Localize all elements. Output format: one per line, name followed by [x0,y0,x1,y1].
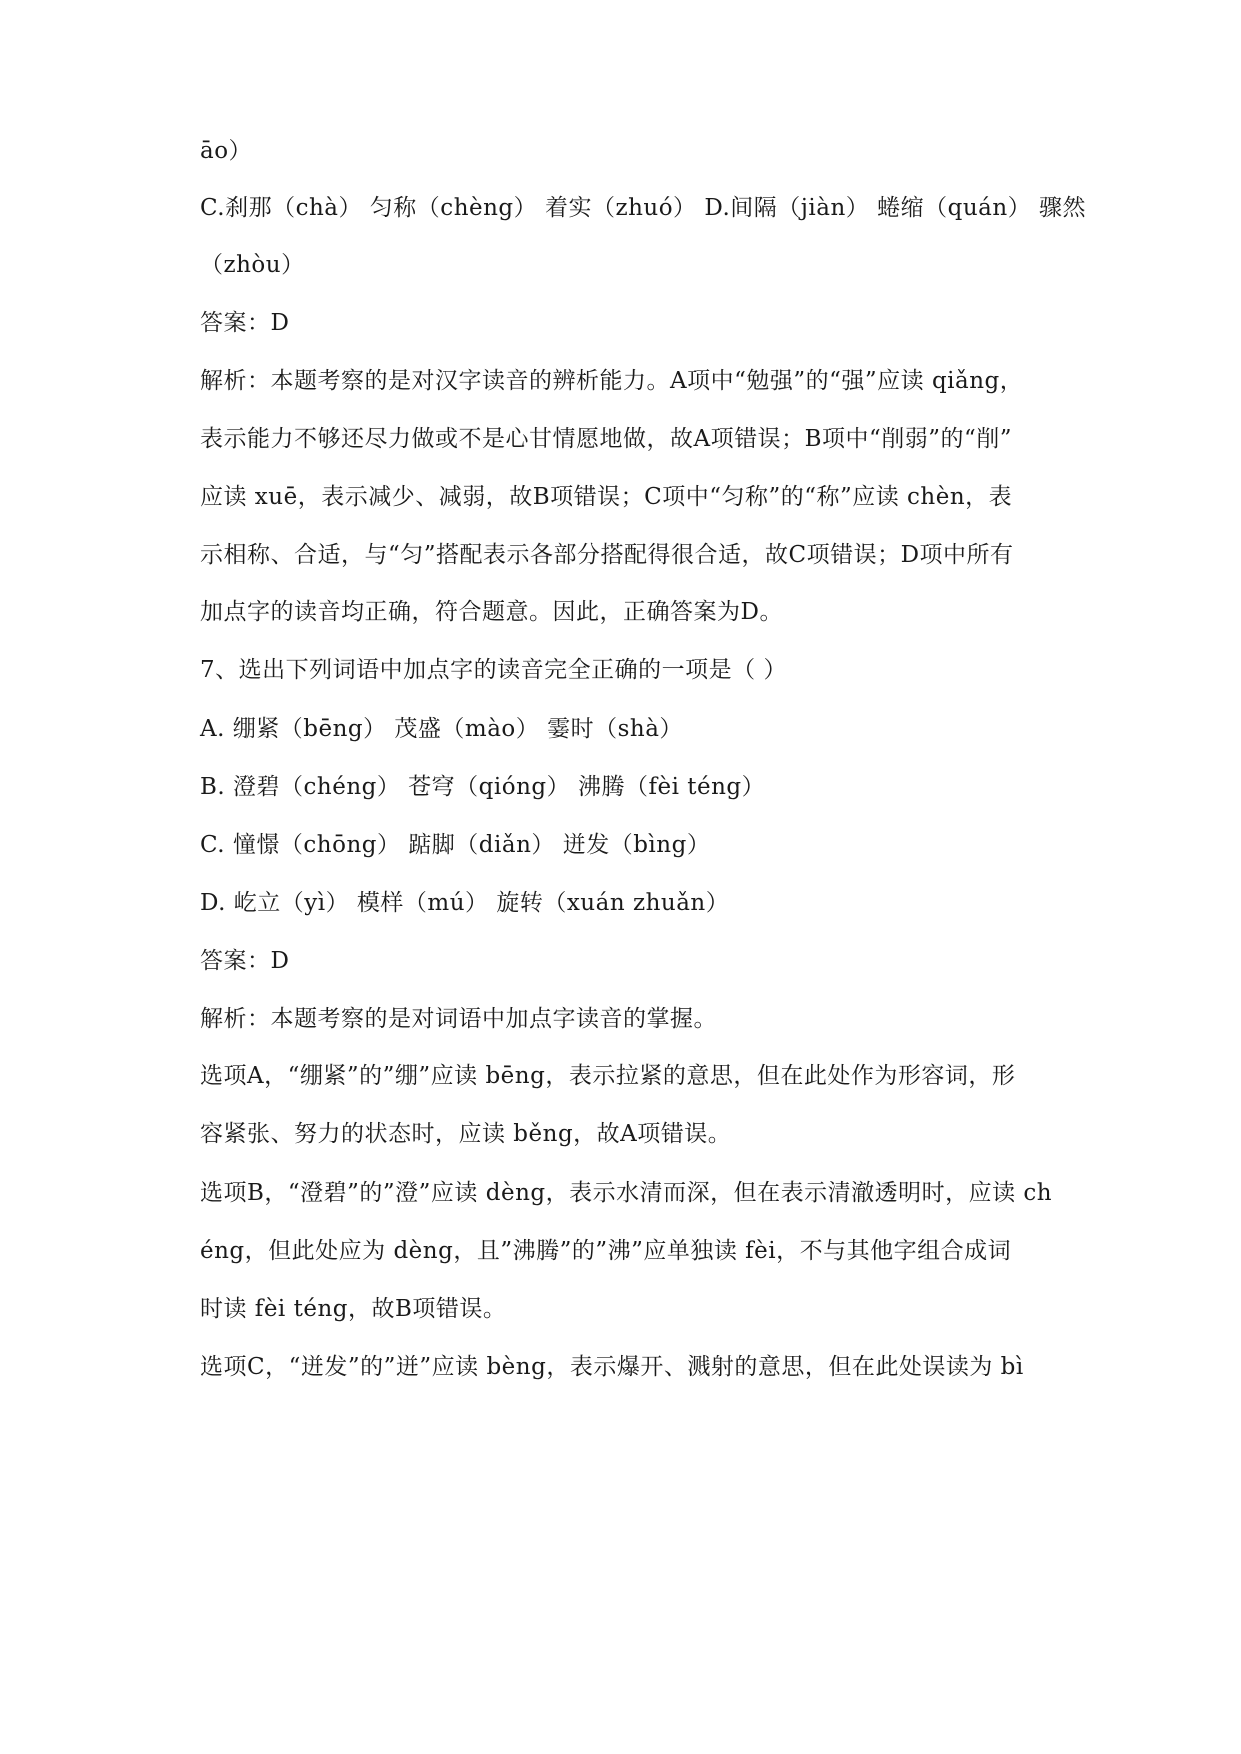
explanation-text: 时读 fèi téng，故B项错误。 [200,1296,507,1322]
explanation-text: 表示能力不够还尽力做或不是心甘情愿地做，故A项错误；B项中“削弱”的“削” [200,426,1013,452]
explanation-text: 选项A，“绷紧”的”绷”应读 bēng，表示拉紧的意思，但在此处作为形容词，形 [200,1063,1016,1089]
option-b: B. 澄碧（chéng） 苍穹（qióng） 沸腾（fèi téng） [200,774,766,800]
text-line: （zhòu） [200,252,305,278]
answer-label: 答案：D [200,948,290,974]
explanation-text: éng，但此处应为 dèng，且”沸腾”的”沸”应单独读 fèi，不与其他字组合成词 [200,1238,1012,1264]
explanation-text: 解析：本题考察的是对汉字读音的辨析能力。A项中“勉强”的“强”应读 qiǎng， [200,368,1024,394]
explanation-text: 示相称、合适，与“匀”搭配表示各部分搭配得很合适，故C项错误；D项中所有 [200,542,1014,568]
option-a: A. 绷紧（bēng） 茂盛（mào） 霎时（shà） [200,716,683,742]
explanation-text: 选项B，“澄碧”的”澄”应读 dèng，表示水清而深，但在表示清澈透明时，应读 ch [200,1180,1053,1206]
explanation-text: 容紧张、努力的状态时，应读 běng，故A项错误。 [200,1121,732,1147]
answer-label: 答案：D [200,310,290,336]
explanation-text: 选项C，“迸发”的”迸”应读 bèng，表示爆开、溅射的意思，但在此处误读为 bì [200,1354,1024,1380]
options-c-d: C.刹那（chà） 匀称（chèng） 着实（zhuó） D.间隔（jiàn） 蜷缩（quán） 骤然 [200,195,1086,221]
option-c: C. 憧憬（chōng） 踮脚（diǎn） 迸发（bìng） [200,832,711,858]
question-7: 7、选出下列词语中加点字的读音完全正确的一项是（ ） [200,657,787,683]
explanation-text: 加点字的读音均正确，符合题意。因此，正确答案为D。 [200,599,783,625]
explanation-text: 解析：本题考察的是对词语中加点字读音的掌握。 [200,1006,717,1032]
option-d: D. 屹立（yì） 模样（mú） 旋转（xuán zhuǎn） [200,890,730,916]
text-line: āo） [200,138,253,164]
explanation-text: 应读 xuē，表示减少、减弱，故B项错误；C项中“匀称”的“称”应读 chèn，表 [200,484,1013,510]
